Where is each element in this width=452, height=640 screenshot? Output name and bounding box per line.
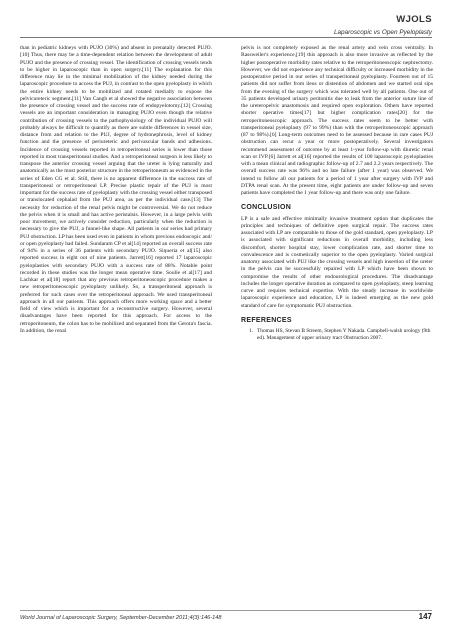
left-column <box>20 45 212 600</box>
running-title: Laparoscopic vs Open Pyeloplasty <box>333 29 432 36</box>
references-heading: REFERENCES <box>241 316 292 324</box>
body-paragraph: than in pediatric kidneys with PUJO (30%) and absent in prenatally detected PUJO.[10] Thus, there may be a time-dependent relation between the development of adult PUJO and the presence of crossing vessel. The identification of crossing vessels tends to be higher in laparoscopic than in open surgery.[11] The explanation for this difference may lie in the minimal mobilization of the kidney needed during the laparoscopic procedure to access the PUJ, in contrast to the open pyeloplasty in which the entire kidney needs to be mobilized and rotated medially to expose the pelvicureteric segment.[11] Van Cangh et al showed the negative association between the presence of crossing vessel and the success rate of endopyelotomy.[12] Crossing vessels are an important consideration in managing PUJO even though the relative contribution of crossing vessels to the pathophysiology of the individual PUJO will probably always be difficult to quantify as there are subtle differences in vessel size, distance from and relation to the PUJ, degree of hydronephrosis, level of kidney function and the presence of periureteric and perivascular bands and adhesions. Incidence of crossing vessels reported in retroperitoneal series is lower than those reported in most transperitoneal studies. And a retroperitoneal surgeon is less likely to transpose the anterior crossing vessel arguing that the ureter is lying naturally and anatomically as the most posterior structure in the retroperitoneum as evidenced in the series of Eden CG et al. Still, there is no apparent difference in the success rate of transperitoneal or retroperitoneal LP. Precise plastic repair of the PUJ is most important for the success rate of pyeloplasty with the crossing vessel either transposed or translocated cephalad from the PUJ area, as per the individual case.[13] The necessity for reduction of the renal pelvis might be controversial. We do not reduce the pelvis when it is small and has active peristalsis. However, in a large pelvis with poor movement, we actively consider reduction, particularly when the reduction is necessary to give the PUJ, a funnel-like shape. All patients in our series had primary PUJ obstruction. LP has been used even in patients in whom previous endoscopic and/ or open pyeloplasty had failed. Sundaram CP et al[14] reported an overall success rate of 94% in a series of 36 patients with secondary PUJO. Siqueria et al[15] also reported success in eight out of nine patients. Jarrett[16] reported 17 laparoscopic pyeloplasties with secondary PUJO with a success rate of 88%. Notable point recorded in these studies was the longer mean operative time. Soulie et al[17] and Lachkar et al[18] report that any previous retroperitoneoscopic procedure makes a new retroperitoneoscopic pyeloplasty unlikely. So, a transperitoneal approach is preferred for such cases over the retroperitoneal approach. We used transperitoneal approach in all our patients. This approach offers more working space and a better field of view which is important for a reconstructive surgery. However, several disadvantages have been reported for this approach. For access to the retroperitoneum, the colon has to be mobilized and separated from the Gerota's fascia. In addition, the renal <box>20 45 212 334</box>
body-paragraph: pelvis is not completely exposed as the renal artery and vein cross ventrally. In Rassweiler's experience,[19] this approach is also more invasive as reflected by the higher postoperative morbidity rates relative to the retroperitoneoscopic nephrectomy. However, we did not experience any technical difficulty or increased morbidity in the postoperative period in our series of transperitoneal pyeloplasty. Fourteen out of 15 patients did not suffer from ileus or distention of abdomen and we started oral sips from the evening of the surgery which was tolerated well by all patients. One out of 35 patients developed urinary peritonitis due to leak from the anterior suture line of the ureteropelvic anastomosis and required open exploration. Others have reported shorter operative times[17] but higher complication rates[20] for the retroperitoneoscopic approach. The success rates seem to be better with transperitoneal pyeloplasty (97 to 99%) than with the retroperitoneoscopic approach (87 to 98%).[6] Long-term outcomes need to be assessed because in rare cases PUJ obstruction can recur a year or more postoperatively. Several investigators recommend assessment of outcome by at least 1-year follow-up with diuretic renal scan or IVP.[6] Jarrett et al[16] reported the results of 100 laparoscopic pyeloplasties with a mean clinical and radiographic follow-up of 2.7 and 2.2 years respectively. The overall success rate was 96% and no late failure (after 1 year) was observed. We intend to follow all our patients for a period of 1 year after surgery with IVP and DTPA renal scan. At the present time, eight patients are under follow-up and seven patients have completed the 1 year follow-up and there was only one failure. <box>241 45 433 196</box>
header-rule <box>20 37 432 38</box>
conclusion-heading: CONCLUSION <box>241 204 292 212</box>
reference-number: 1. <box>248 328 253 334</box>
footer-rule <box>20 610 432 611</box>
footer-citation: World Journal of Laparoscopic Surgery, September-December 2011;4(3):146-148 <box>20 615 222 621</box>
reference-text: Thomas HS, Stevan B Streem, Stephen Y Nakada. Campbell-walsh urology (9th ed). Management of upper urinary tract Obstruction 2007. <box>257 328 431 341</box>
header-logo: WJOLS <box>396 14 432 25</box>
reference-list <box>241 328 433 342</box>
conclusion-paragraph: LP is a safe and effective minimally invasive treatment option that duplicates the principles and techniques of definitive open surgical repair. The success rates associated with LP are comparable to those of the gold standard, open pyeloplasty. LP is associated with significant reductions in overall morbidity, including less discomfort, shorter hospital stay, lower complication rate, and shorter time to convalescence and is cosmetically superior to the open pyeloplasty. Varied surgical anatomy associated with PUJ like the crossing vessels and high insertion of the ureter in the pelvis can be successfully repaired with LP which have been shown to compromise the results of other endourological procedures. The disadvantage includes the longer operative duration as compared to open pyeloplasty, steep learning curve and requires technical expertise. With the steady increase in worldwide laparoscopic experience and education, LP is indeed emerging as the new gold standard of care for symptomatic PUJ obstruction. <box>241 215 433 309</box>
right-column <box>241 45 433 600</box>
page-number: 147 <box>418 612 432 621</box>
reference-item <box>241 328 433 342</box>
